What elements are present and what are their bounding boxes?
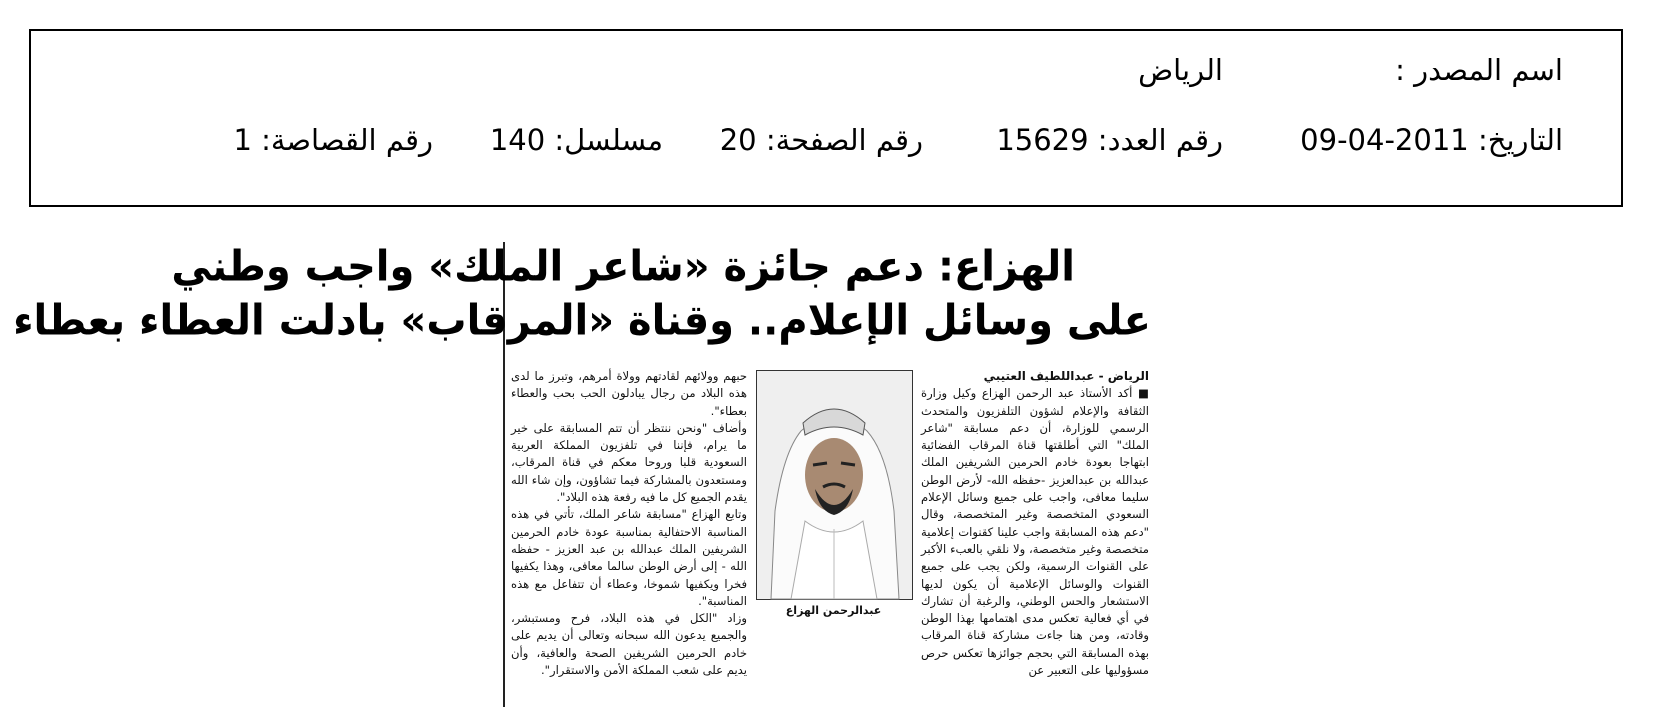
left-paragraph-4: وزاد "الكل في هذه البلاد، فرح ومستبشر، والجميع يدعون الله سبحانه وتعالى أن يديم على خادم الحرمين الشريفين الصحة والعافية، وأن يديم على شعب المملكة الأمن والاستقرار". bbox=[511, 611, 747, 678]
serial-label: مسلسل: 140 bbox=[489, 123, 663, 157]
page-label: رقم الصفحة: 20 bbox=[719, 123, 923, 157]
article-left-column bbox=[511, 368, 747, 679]
date-label: التاريخ: 2011-04-09 bbox=[1300, 123, 1563, 157]
clipping-label: رقم القصاصة: 1 bbox=[233, 123, 433, 157]
right-column-text: ■ أكد الأستاذ عبد الرحمن الهزاع وكيل وزارة الثقافة والإعلام لشؤون التلفزيون والمتحدث الرسمي للوزارة، أن دعم مسابقة "شاعر الملك" التي أطلقتها قناة المرقاب الفضائية ابتهاجا بعودة خادم الحرمين الشريفين الملك عبدالله بن عبدالعزيز -حفظه الله- لأرض الوطن سليما معافى، واجب على جميع وسائل الإعلام السعودي المتخصصة وغير المتخصصة، وقال "دعم هذه المسابقة واجب علينا كقنوات إعلامية متخصصة وغير متخصصة، ولا نلقي بالعبء الأكبر على القنوات الرسمية، ولكن يجب على جميع القنوات والوسائل الإعلامية أن يكون لديها الاستشعار والحس الوطني، والرغبة أن تشارك في أي فعالية تعكس مدى اهتمامها بهذا الوطن وقادته، ومن هنا جاءت مشاركة قناة المرقاب بهذه المسابقة التي بحجم جوائزها تعكس حرص مسؤوليها على التعبير عن bbox=[921, 386, 1149, 678]
newspaper-clipping bbox=[13, 242, 1153, 707]
issue-label: رقم العدد: 15629 bbox=[996, 123, 1223, 157]
article-right-column bbox=[921, 368, 1149, 679]
portrait-photo bbox=[756, 370, 913, 600]
left-paragraph-1: حبهم وولائهم لقادتهم وولاة أمرهم، وتبرز ما لدى هذه البلاد من رجال يبادلون الحب بحب والعطاء بعطاء". bbox=[511, 369, 747, 418]
source-value: الرياض bbox=[1138, 53, 1223, 87]
portrait-illustration bbox=[757, 371, 912, 599]
left-paragraph-3: وتابع الهزاع "مسابقة شاعر الملك، تأتي في هذه المناسبة الاحتفالية بمناسبة عودة خادم الحرمين الشريفين الملك عبدالله بن عبد العزيز - حفظه الله - إلى أرض الوطن سالما معافى، وهذا يكفيها فخرا ويكفيها شموخا، وعطاء أن تتفاعل مع هذه المناسبة". bbox=[511, 507, 747, 608]
photo-caption: عبدالرحمن الهزاع bbox=[785, 604, 882, 617]
byline: الرياض - عبداللطيف العتيبي bbox=[983, 369, 1149, 383]
headline-line-1: الهزاع: دعم جائزة «شاعر الملك» واجب وطني bbox=[171, 242, 1075, 292]
source-label: اسم المصدر : bbox=[1395, 53, 1563, 87]
headline-line-2: على وسائل الإعلام.. وقناة «المرقاب» بادلت العطاء بعطاء bbox=[13, 296, 1151, 346]
left-paragraph-2: وأضاف "ونحن ننتظر أن تتم المسابقة على خير ما يرام، فإننا في تلفزيون المملكة العربية السعودية قلبا وروحا معكم في قناة المرقاب، ومستعدون بالمشاركة فيما تشاؤون، وإن شاء الله يقدم الجميع كل ما فيه رفعة هذه البلاد". bbox=[511, 420, 747, 505]
clipping-info-box bbox=[29, 29, 1623, 207]
